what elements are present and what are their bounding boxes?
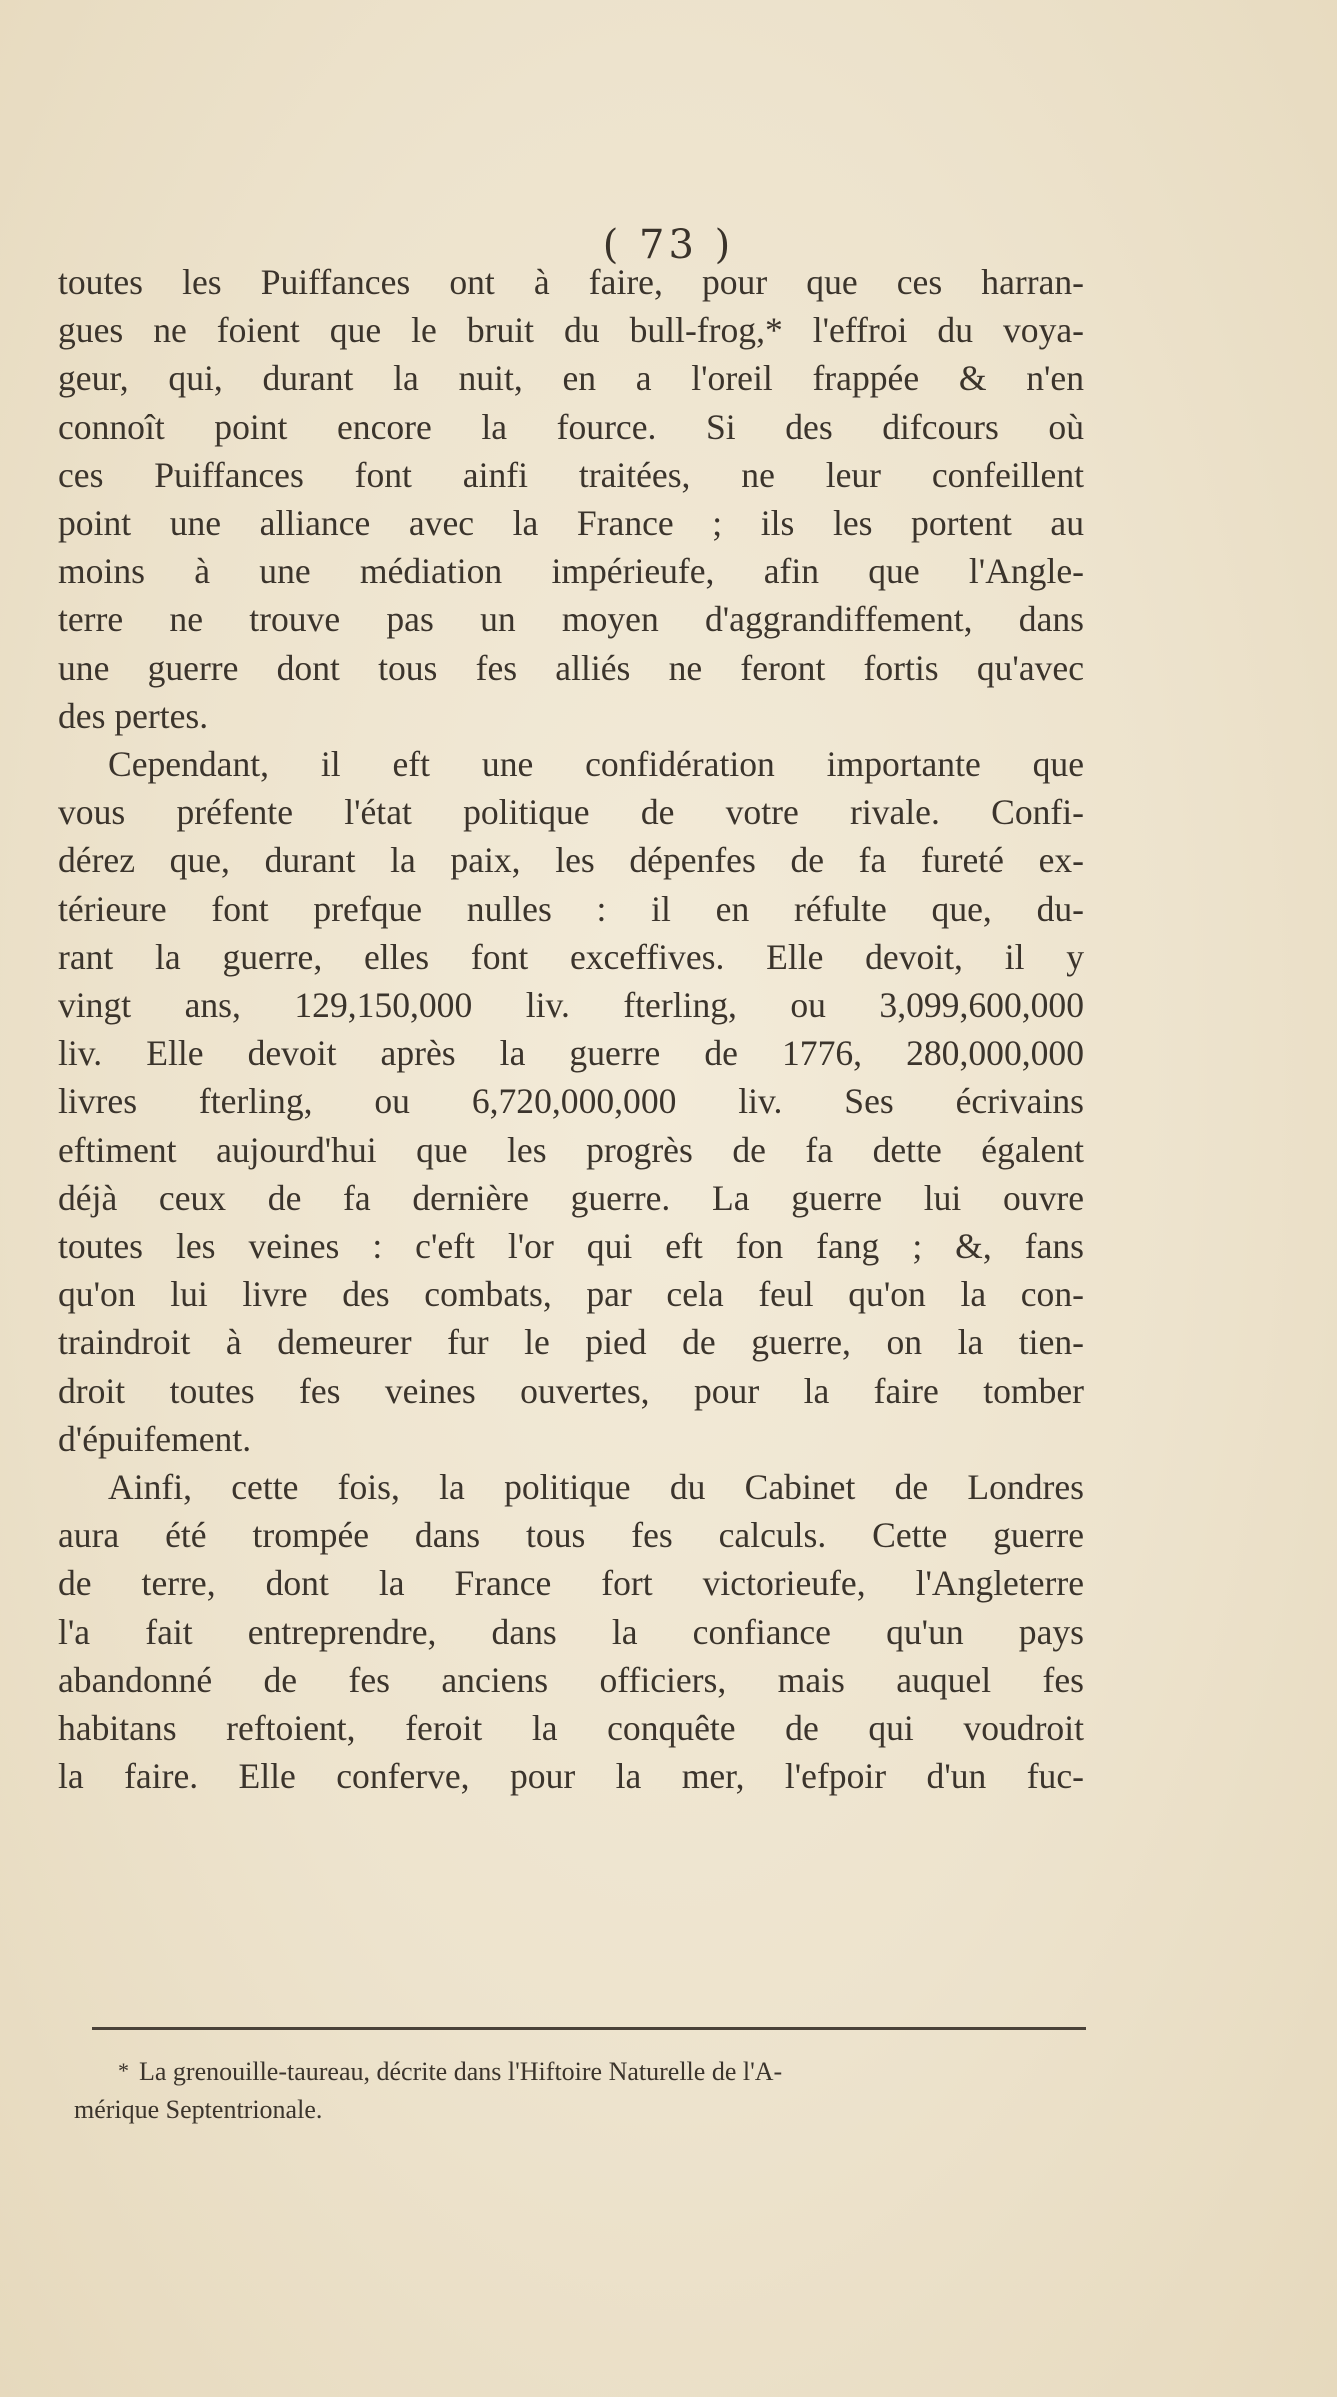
footnote bbox=[74, 2052, 1093, 2129]
text-line: toutes les Puiffances ont à faire, pour que ces harran- bbox=[58, 262, 1084, 302]
text-line: dérez que, durant la paix, les dépenfes de fa fureté ex- bbox=[58, 840, 1084, 881]
text-line: geur, qui, durant la nuit, en a l'oreil frappée & n'en bbox=[58, 358, 1084, 399]
text-line: toutes les veines : c'eft l'or qui eft fon fang ; &, fans bbox=[58, 1226, 1084, 1267]
text-line: eftiment aujourd'hui que les progrès de fa dette égalent bbox=[58, 1129, 1084, 1170]
text-line: la faire. Elle conferve, pour la mer, l'efpoir d'un fuc- bbox=[58, 1756, 1084, 1797]
text-line: liv. Elle devoit après la guerre de 1776, 280,000,000 bbox=[58, 1033, 1084, 1074]
text-line: vous préfente l'état politique de votre rivale. Confi- bbox=[58, 792, 1084, 833]
text-line: Cependant, il eft une confidération importante que bbox=[108, 744, 1084, 785]
paragraph-2 bbox=[58, 740, 1084, 1463]
text-line: terre ne trouve pas un moyen d'aggrandiffement, dans bbox=[58, 599, 1084, 640]
text-line: habitans reftoient, feroit la conquête de qui voudroit bbox=[58, 1708, 1084, 1749]
text-line: droit toutes fes veines ouvertes, pour la faire tomber bbox=[58, 1370, 1084, 1411]
text-line: point une alliance avec la France ; ils les portent au bbox=[58, 503, 1084, 544]
text-line: de terre, dont la France fort victorieufe, l'Angleterre bbox=[58, 1563, 1084, 1604]
text-line: qu'on lui livre des combats, par cela feul qu'on la con- bbox=[58, 1274, 1084, 1315]
footnote-line: mérique Septentrionale. bbox=[74, 2095, 323, 2124]
text-line: Ainfi, cette fois, la politique du Cabinet de Londres bbox=[108, 1467, 1084, 1508]
text-line: gues ne foient que le bruit du bull-frog,* l'effroi du voya- bbox=[58, 310, 1084, 351]
footnote-text: La grenouille-taureau, décrite dans l'Hiftoire Naturelle de l'A- bbox=[139, 2057, 783, 2086]
footnote-rule bbox=[92, 2027, 1086, 2030]
text-line: des pertes. bbox=[58, 695, 209, 736]
text-line: rant la guerre, elles font exceffives. Elle devoit, il y bbox=[58, 936, 1084, 977]
text-line: d'épuifement. bbox=[58, 1418, 252, 1459]
text-line: térieure font prefque nulles : il en réfulte que, du- bbox=[58, 888, 1084, 929]
text-line: moins à une médiation impérieufe, afin que l'Angle- bbox=[58, 551, 1084, 592]
text-line: déjà ceux de fa dernière guerre. La guerre lui ouvre bbox=[58, 1177, 1084, 1218]
text-line: l'a fait entreprendre, dans la confiance qu'un pays bbox=[58, 1611, 1084, 1652]
paragraph-3 bbox=[58, 1463, 1084, 1800]
text-line: connoît point encore la fource. Si des difcours où bbox=[58, 406, 1084, 447]
text-line: vingt ans, 129,150,000 liv. fterling, ou 3,099,600,000 bbox=[58, 985, 1084, 1026]
text-line: ces Puiffances font ainfi traitées, ne leur confeillent bbox=[58, 454, 1084, 495]
text-line: abandonné de fes anciens officiers, mais auquel fes bbox=[58, 1659, 1084, 1700]
text-line: aura été trompée dans tous fes calculs. Cette guerre bbox=[58, 1515, 1084, 1556]
page-number: ( 73 ) bbox=[602, 222, 735, 268]
footnote-marker: * bbox=[118, 2058, 129, 2083]
text-line: livres fterling, ou 6,720,000,000 liv. Ses écrivains bbox=[58, 1081, 1084, 1122]
footnote-line bbox=[118, 2052, 1093, 2091]
paragraph-1 bbox=[58, 258, 1084, 740]
text-line: une guerre dont tous fes alliés ne feront fortis qu'avec bbox=[58, 647, 1084, 688]
main-text bbox=[58, 258, 1084, 1801]
text-line: traindroit à demeurer fur le pied de guerre, on la tien- bbox=[58, 1322, 1084, 1363]
